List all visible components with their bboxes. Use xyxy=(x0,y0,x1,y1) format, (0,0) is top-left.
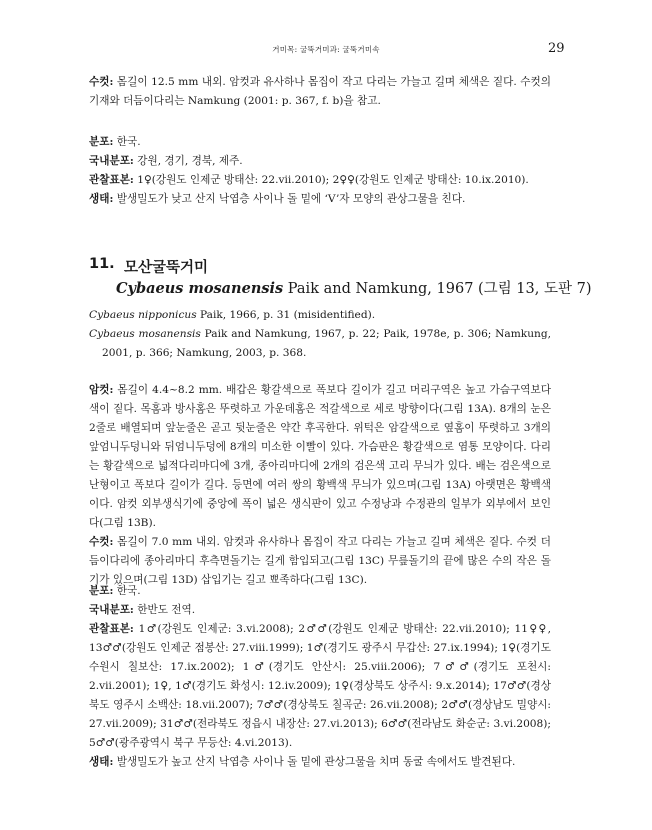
ecology-label: 생태: xyxy=(89,756,114,768)
synonymy-list xyxy=(89,306,551,363)
bottom-info-block xyxy=(89,582,551,772)
synonym-citation: Paik, 1966, p. 31 (misidentified). xyxy=(196,309,376,321)
top-male-paragraph xyxy=(89,73,551,111)
description-block xyxy=(89,381,551,590)
synonym-entry xyxy=(89,306,551,325)
top-info-block xyxy=(89,133,551,209)
ecology-text: 발생밀도가 높고 산지 낙엽층 사이나 돌 밑에 관상그물을 치며 동굴 속에서도 발견된다. xyxy=(113,756,516,768)
specimens-label: 관찰표본: xyxy=(89,174,134,186)
female-label: 암컷: xyxy=(89,384,114,396)
species-binomial: Cybaeus mosanensis xyxy=(116,280,284,297)
species-number: 11. xyxy=(89,256,115,272)
ecology-label: 생태: xyxy=(89,193,114,205)
male-text: 몸길이 12.5 mm 내외. 암컷과 유사하나 몸집이 작고 다리는 가늘고 길며 체색은 짙다. 수컷의 기재와 더듬이다리는 Namkung (2001: p. 367, f. b)을 참고. xyxy=(89,76,551,107)
species-scientific-line xyxy=(116,277,591,298)
ecology-text: 발생밀도가 낮고 산지 낙엽층 사이나 돌 밑에 ‘V’자 모양의 관상그물을 친다. xyxy=(113,193,466,205)
domestic-distribution-label: 국내분포: xyxy=(89,604,134,616)
domestic-distribution-text: 강원, 경기, 경북, 제주. xyxy=(133,155,243,167)
distribution-text: 한국. xyxy=(113,585,141,597)
distribution-label: 분포: xyxy=(89,136,114,148)
male-text: 몸길이 7.0 mm 내외. 암컷과 유사하나 몸집이 작고 다리는 가늘고 길며 체색은 짙다. 수컷 더듬이다리에 종아리마디 후측면돌기는 길게 함입되고(그림 13C) 무릎돌기의 끝에 많은 수의 작은 돌기가 있으며(그림 13D) 삽입기는 길고 뾰족하다(그림 13C). xyxy=(89,536,551,586)
male-label: 수컷: xyxy=(89,536,114,548)
specimens-label: 관찰표본: xyxy=(89,623,134,635)
species-korean-name: 모산굴뚝거미 xyxy=(124,260,209,276)
female-text: 몸길이 4.4~8.2 mm. 배갑은 황갈색으로 폭보다 길이가 길고 머리구역은 높고 가슴구역보다 색이 짙다. 목홈과 방사홈은 뚜렷하고 가운데홈은 적갈색으로 세로 방향이다(그림 13A). 8개의 눈은 2줄로 배열되며 앞눈줄은 곧고 뒷눈줄은 약간 후곡한다. 위턱은 암갈색으로 옆홈이 뚜렷하고 3개의 앞엄니두덩니와 뒤엄니두덩에 8개의 미소한 이빨이 있다. 가슴판은 황갈색으로 염통 모양이다. 다리는 황갈색으로 넓적다리마디에 3개, 종아리마디에 2개의 검은색 고리 무늬가 있다. 배는 검은색으로 난형이고 폭보다 길이가 길다. 등면에 여러 쌍의 황백색 무늬가 있으며(그림 13A) 아랫면은 황백색이다. 암컷 외부생식기에 중앙에 폭이 넓은 생식판이 있고 수정낭과 수정관의 일부가 외부에서 보인다(그림 13B). xyxy=(89,384,551,529)
synonym-name: Cybaeus mosanensis xyxy=(89,328,201,340)
page-number: 29 xyxy=(548,41,565,56)
distribution-label: 분포: xyxy=(89,585,114,597)
specimens-text: 1♀(강원도 인제군 방태산: 22.vii.2010); 2♀♀(강원도 인제군 방태산: 10.ix.2010). xyxy=(133,174,529,186)
species-authority: Paik and Namkung, 1967 (그림 13, 도판 7) xyxy=(283,281,592,297)
synonym-citation: Paik and Namkung, 1967, p. 22; Paik, 1978e, p. 306; Namkung, 2001, p. 366; Namkung, 2003, p. 368. xyxy=(102,328,552,359)
running-head: 거미목: 굴뚝거미과: 굴뚝거미속 xyxy=(272,45,380,54)
synonym-entry xyxy=(89,325,551,363)
distribution-text: 한국. xyxy=(113,136,141,148)
synonym-name: Cybaeus nipponicus xyxy=(89,309,197,321)
male-label: 수컷: xyxy=(89,76,114,88)
specimens-text: 1♂(강원도 인제군: 3.vi.2008); 2♂♂(강원도 인제군 방태산: 22.vii.2010); 11♀♀, 13♂♂(강원도 인제군 점봉산: 27.viii.1999); 1♂(경기도 광주시 무갑산: 27.ix.1994); 1♀(경기도 수원시 칠보산: 17.ix.2002); 1♂(경기도 안산시: 25.viii.2006); 7♂♂(경기도 포천시: 2.vii.2001); 1♀, 1♂(경기도 화성시: 12.iv.2009); 1♀(경상북도 상주시: 9.x.2014); 17♂♂(경상북도 영주시 소백산: 18.vii.2007); 7♂♂(경상북도 칠곡군: 26.vii.2008); 2♂♂(경상남도 밀양시: 27.vii.2009); 31♂♂(전라북도 정읍시 내장산: 27.vi.2013); 6♂♂(전라남도 화순군: 3.vi.2008); 5♂♂(광주광역시 북구 무등산: 4.vi.2013). xyxy=(89,623,551,749)
domestic-distribution-text: 한반도 전역. xyxy=(133,604,196,616)
domestic-distribution-label: 국내분포: xyxy=(89,155,134,167)
